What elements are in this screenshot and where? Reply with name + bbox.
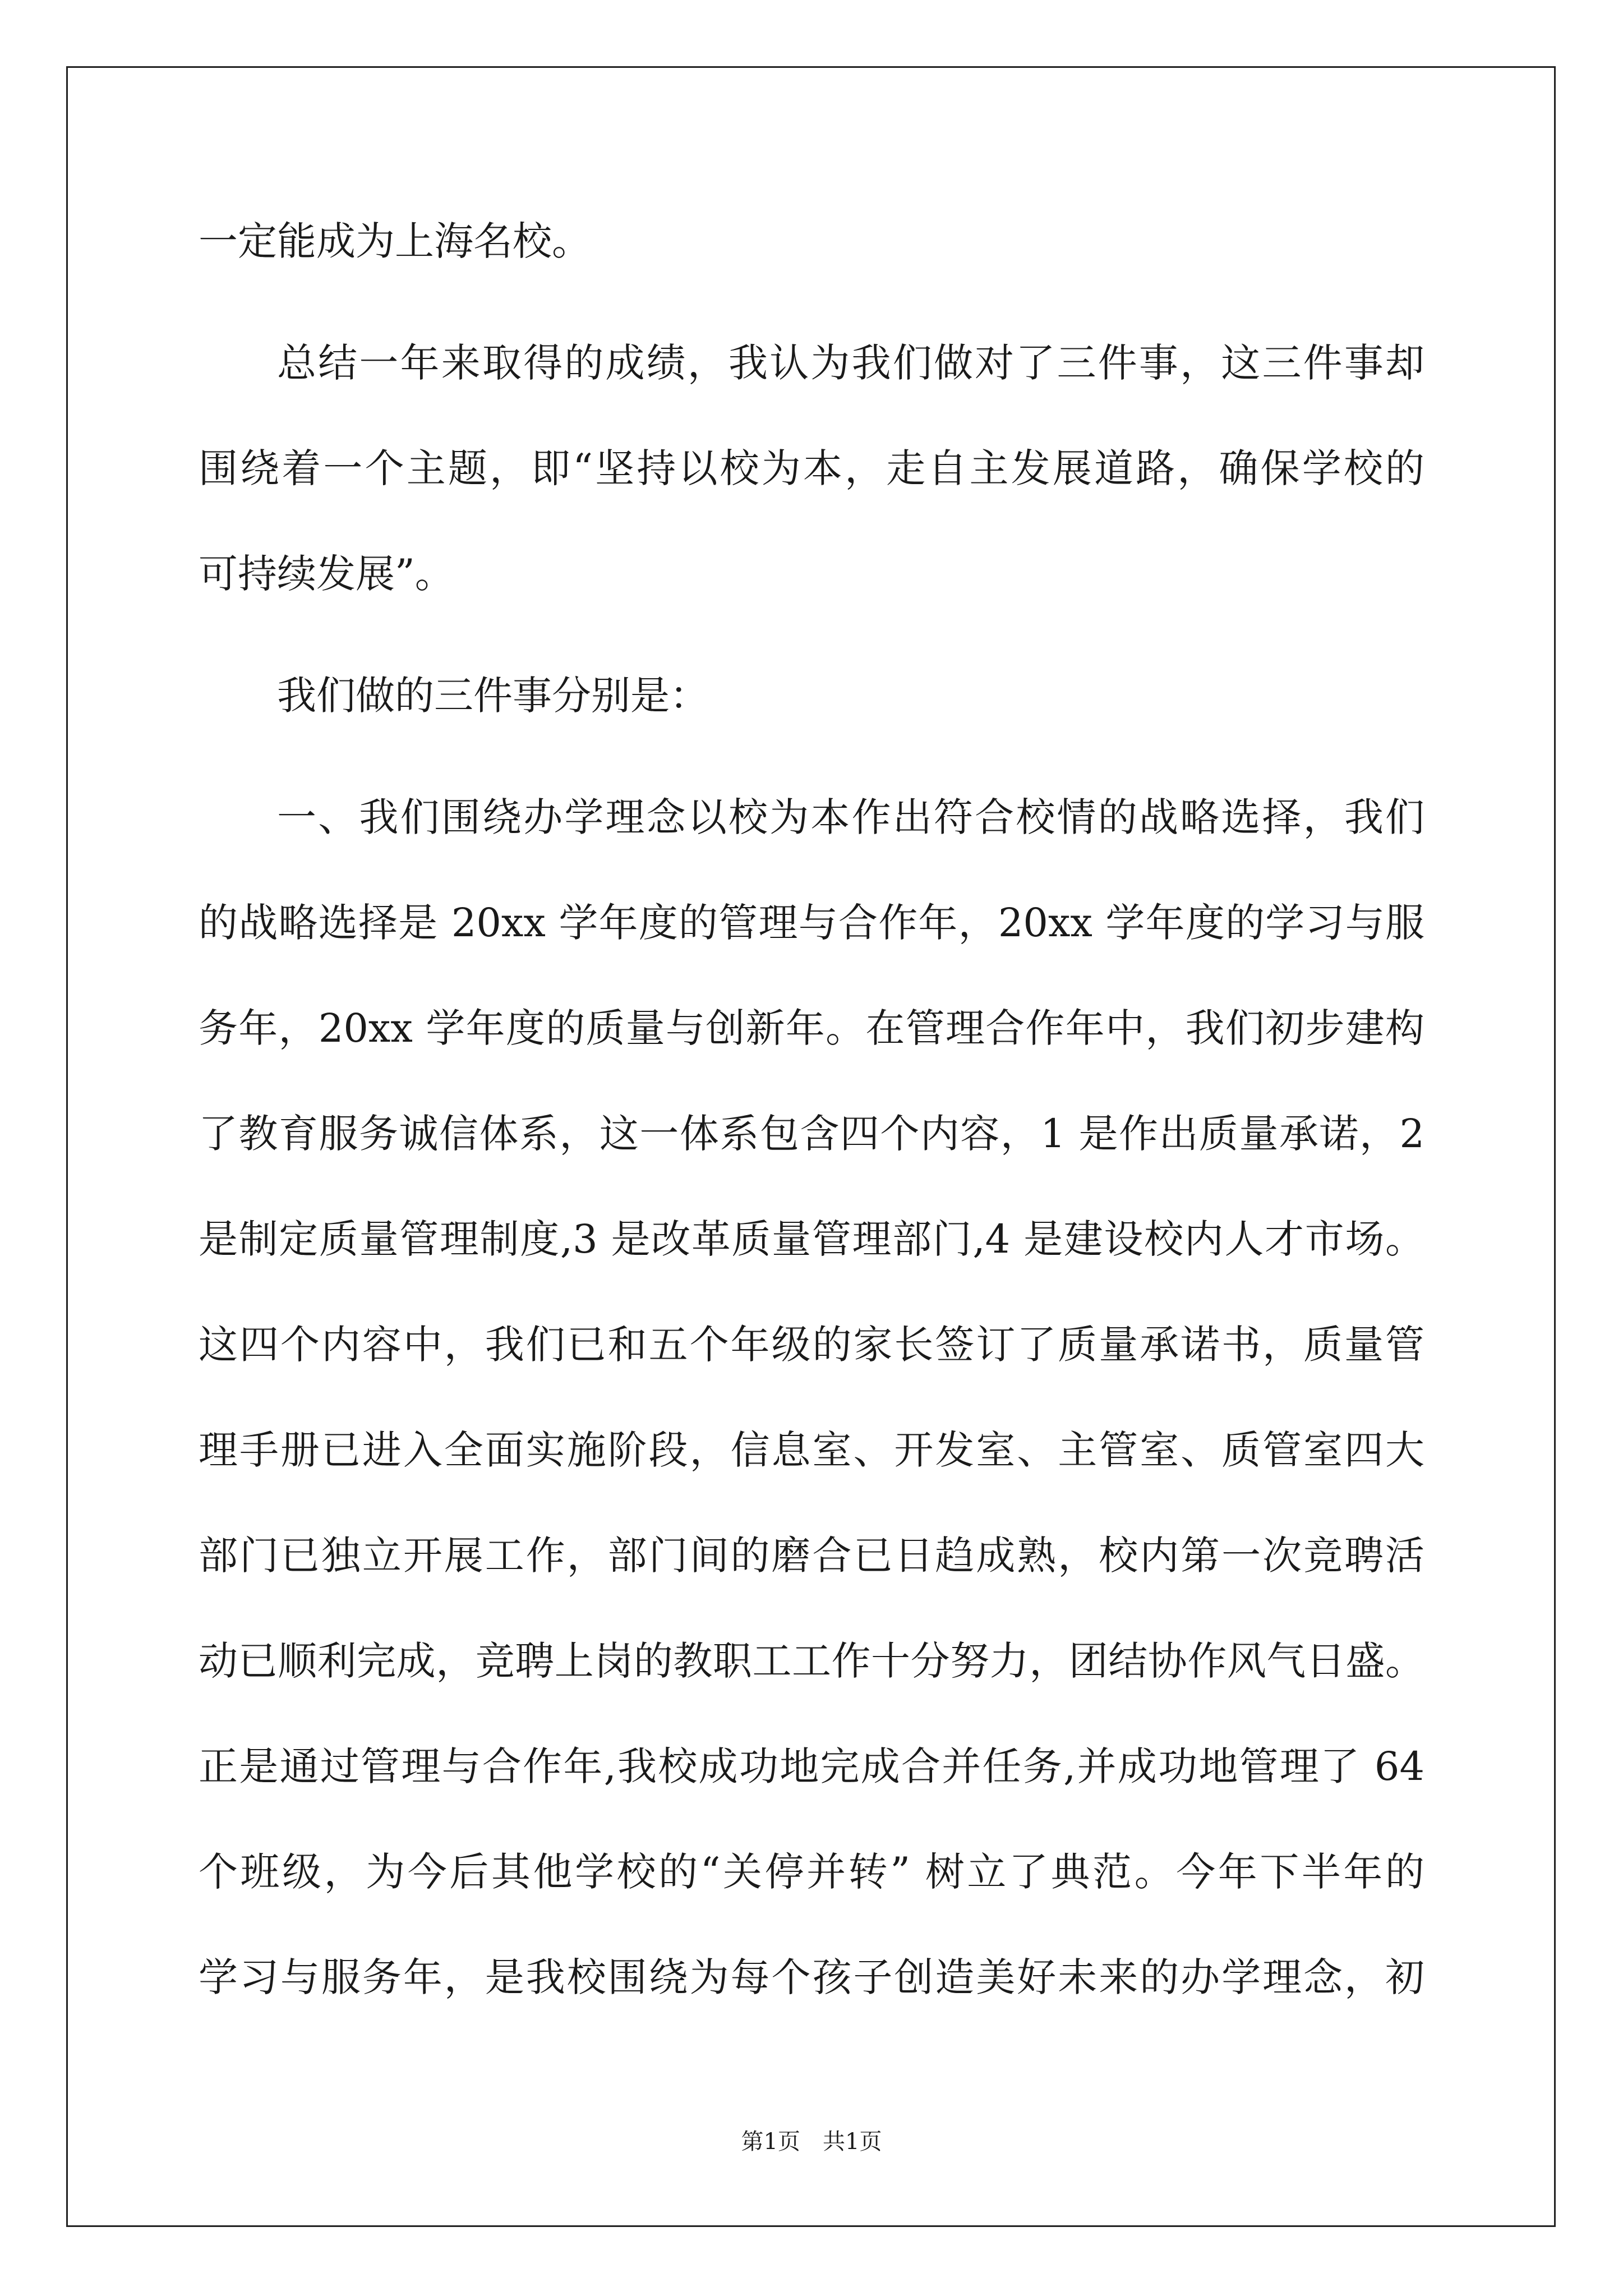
text-line-13: 部门已独立开展工作，部门间的磨合已日趋成熟，校内第一次竞聘活: [199, 1533, 1424, 1579]
text-line-1: 一定能成为上海名校。: [199, 218, 591, 264]
text-line-3: 围绕着一个主题，即“坚持以校为本，走自主发展道路，确保学校的: [199, 445, 1424, 491]
text-line-16: 个班级，为今后其他学校的“关停并转” 树立了典范。今年下半年的: [199, 1849, 1424, 1895]
text-line-4: 可持续发展”。: [199, 551, 454, 597]
text-line-6: 一、我们围绕办学理念以校为本作出符合校情的战略选择，我们: [277, 794, 1424, 840]
text-line-7: 的战略选择是 20xx 学年度的管理与合作年，20xx 学年度的学习与服: [199, 900, 1424, 946]
page-footer: 第1页 共1页: [741, 2129, 882, 2155]
text-line-15: 正是通过管理与合作年,我校成功地完成合并任务,并成功地管理了 64: [199, 1743, 1424, 1789]
text-line-14: 动已顺利完成，竞聘上岗的教职工工作十分努力，团结协作风气日盛。: [199, 1638, 1424, 1684]
text-line-5: 我们做的三件事分别是：: [277, 673, 709, 719]
text-line-10: 是制定质量管理制度,3 是改革质量管理部门,4 是建设校内人才市场。: [199, 1216, 1424, 1262]
text-line-9: 了教育服务诚信体系，这一体系包含四个内容，1 是作出质量承诺，2: [199, 1111, 1424, 1157]
text-line-17: 学习与服务年，是我校围绕为每个孩子创造美好未来的办学理念，初: [199, 1954, 1424, 2000]
text-line-2: 总结一年来取得的成绩，我认为我们做对了三件事，这三件事却: [277, 340, 1424, 386]
text-line-8: 务年，20xx 学年度的质量与创新年。在管理合作年中，我们初步建构: [199, 1005, 1424, 1051]
text-line-11: 这四个内容中，我们已和五个年级的家长签订了质量承诺书，质量管: [199, 1322, 1424, 1368]
text-line-12: 理手册已进入全面实施阶段，信息室、开发室、主管室、质管室四大: [199, 1427, 1424, 1473]
